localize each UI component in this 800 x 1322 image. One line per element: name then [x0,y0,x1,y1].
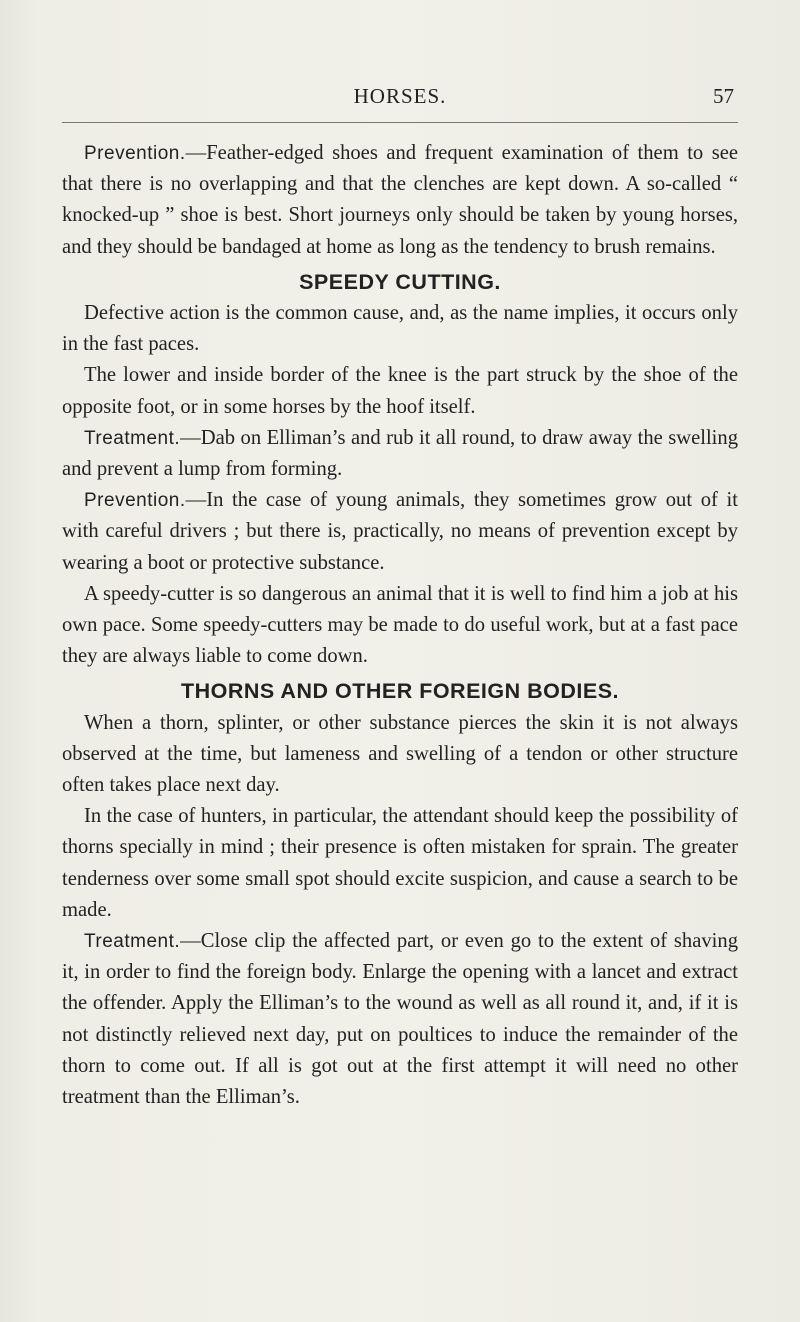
paragraph-text: —Close clip the affected part, or even go to the extent of shaving it, in order to find the foreign body. Enlarge the opening with a lancet and extract the offender. Apply the Elliman’s to the wound as well as all round it, and, if it is not distinctly relieved next day, put on poultices to induce the remainder of the thorn to come out. If all is got out at the first attempt it will need no other treatment than the Elliman’s. [62,930,738,1109]
section-heading-speedy-cutting: SPEEDY CUTTING. [299,269,501,294]
side-heading-treatment: Treatment. [84,931,181,953]
paragraph-treatment-clip [62,926,738,1113]
paragraph-speedy-cutter [62,579,738,673]
paragraph-defective-action [62,298,738,360]
paragraph-thorn-pierces [62,708,738,802]
page-number: 57 [713,84,734,108]
paragraph-text: When a thorn, splinter, or other substance pierces the skin it is not always observed at the time, but lameness and swelling of a tendon or other structure often takes place next day. [62,711,738,797]
paragraph-text: In the case of hunters, in particular, the attendant should keep the possibility of thorns specially in mind ; their presence is often mistaken for sprain. The greater tenderness over some small spot should excite suspicion, and cause a search to be made. [62,805,738,921]
running-head [62,78,738,118]
paragraph-prevention-young-animals [62,485,738,579]
paragraph-text: A speedy-cutter is so dangerous an animal that it is well to find him a job at his own pace. Some speedy-cutters may be made to do useful work, but at a fast pace they are always liable to come down. [62,582,738,668]
paragraph-text: Defective action is the common cause, and, as the name implies, it occurs only in the fast paces. [62,302,738,356]
paragraph-text: —Dab on Elliman’s and rub it all round, to draw away the swelling and prevent a lump from forming. [62,426,738,481]
running-title: HORSES. [353,84,447,108]
paragraph-text: —In the case of young animals, they sometimes grow out of it with careful drivers ; but there is, practically, no means of prevention except by wearing a boot or protective substance. [62,489,738,574]
paragraph-prevention-shoes [62,138,738,263]
side-heading-treatment: Treatment. [84,427,181,449]
paragraph-text: —Feather-edged shoes and frequent examination of them to see that there is no overlapping and that the clenches are kept down. A so-called “ knocked-up ” shoe is best. Short journeys only should be taken by young horses, and they should be bandaged at home as long as the tendency to brush remains. [62,142,738,258]
paragraph-knee-border [62,360,738,422]
side-heading-prevention: Prevention. [84,143,186,164]
body-text [62,138,738,1113]
paragraph-text: The lower and inside border of the knee is the part struck by the shoe of the opposite foot, or in some horses by the hoof itself. [62,364,738,418]
paragraph-hunters [62,801,738,926]
paragraph-treatment-dab [62,423,738,485]
side-heading-prevention: Prevention. [84,490,186,512]
section-heading-thorns: THORNS AND OTHER FOREIGN BODIES. [180,679,620,704]
header-rule [62,122,738,123]
